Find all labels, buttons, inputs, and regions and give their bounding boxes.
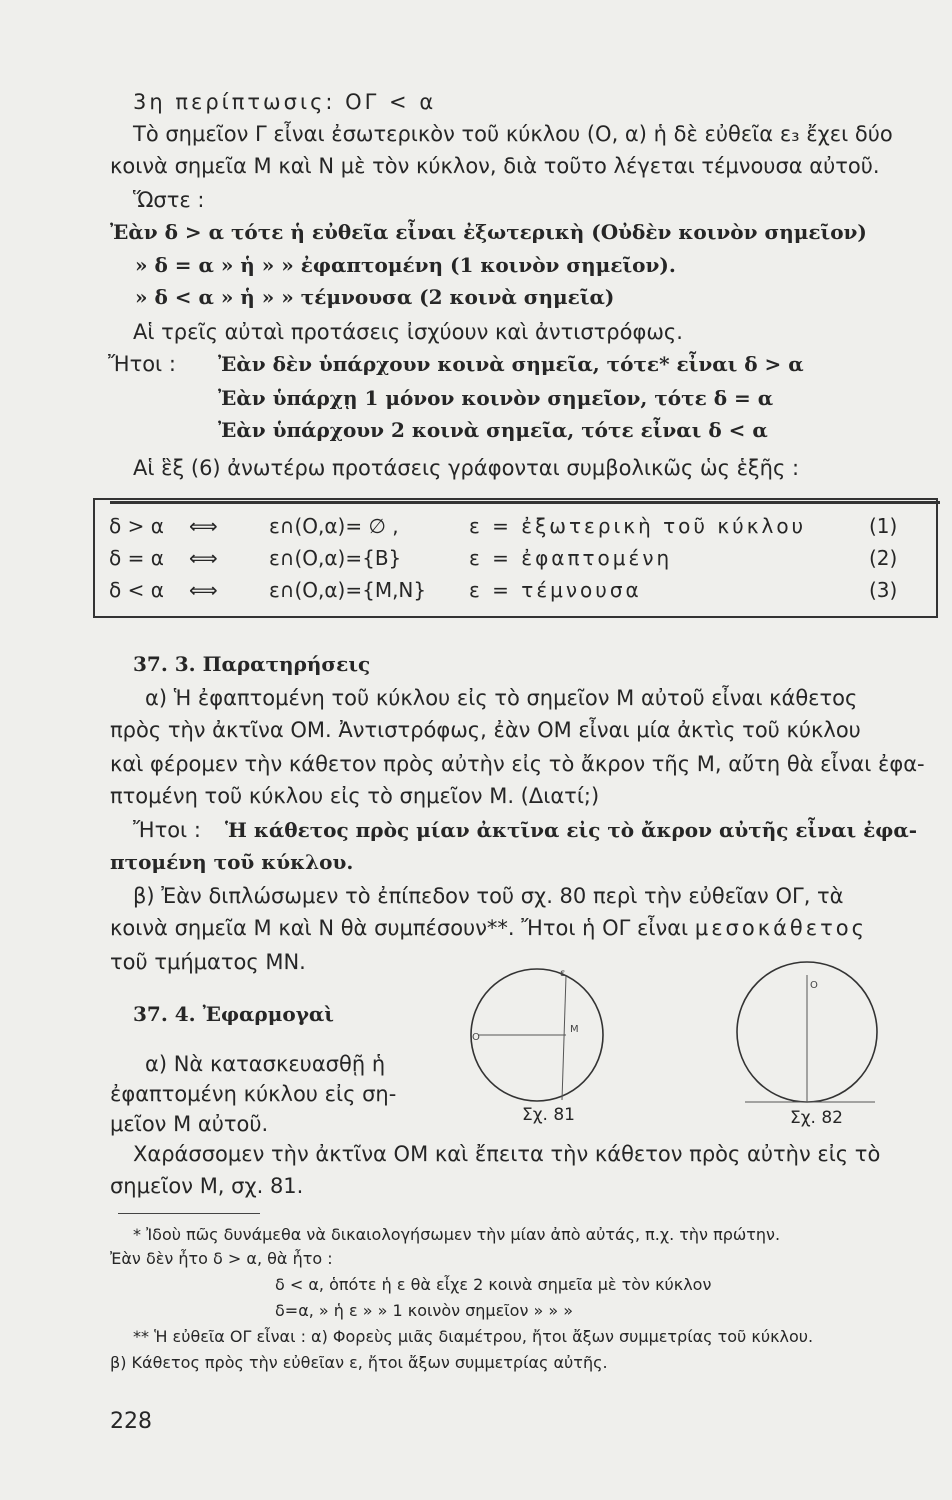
label-o: Ο	[810, 980, 818, 991]
box-desc: ε = ἐξωτερικὴ τοῦ κύκλου	[469, 514, 807, 538]
box-rel: δ = α	[109, 546, 164, 570]
text-line: Αἱ τρεῖς αὐταὶ προτάσεις ἰσχύουν καὶ ἀντιστρόφως.	[133, 320, 683, 344]
footnote-line: δ=α, » ἡ ε » » 1 κοινὸν σημεῖον » » »	[275, 1301, 574, 1320]
label-o: Ο	[472, 1032, 480, 1043]
label-e: ε	[560, 968, 566, 979]
symbolic-box	[93, 498, 938, 618]
equivalence-arrow: ⟺	[189, 578, 218, 602]
text-line: Χαράσσομεν τὴν ἀκτῖνα ΟΜ καὶ ἔπειτα τὴν κάθετον πρὸς αὐτὴν εἰς τὸ	[133, 1142, 881, 1166]
box-num: (1)	[869, 514, 898, 538]
equivalence-arrow: ⟺	[189, 546, 218, 570]
rule-line: » δ < α » ἡ » » τέμνουσα (2 κοινὰ σημεῖα)	[135, 285, 615, 309]
figure-81	[440, 960, 640, 1130]
box-set: ε∩(Ο,α)={Μ,Ν}	[269, 578, 427, 602]
footnote-line: β) Κάθετος πρὸς τὴν εὐθεῖαν ε, ἤτοι ἄξων συμμετρίας αὐτῆς.	[110, 1353, 608, 1372]
text-line: α) Νὰ κατασκευασθῇ ἡ	[145, 1052, 386, 1076]
text-line: καὶ φέρομεν τὴν κάθετον πρὸς αὐτὴν εἰς τὸ ἄκρον τῆς Μ, αὔτη θὰ εἶναι ἐφα-	[110, 752, 925, 776]
text-line: ἐφαπτομένη κύκλου εἰς ση-	[110, 1082, 397, 1106]
text-line: μεῖον Μ αὐτοῦ.	[110, 1112, 269, 1136]
text-line: σημεῖον Μ, σχ. 81.	[110, 1174, 304, 1198]
text-line: κοινὰ σημεῖα Μ καὶ Ν μὲ τὸν κύκλον, διὰ τοῦτο λέγεται τέμνουσα αὐτοῦ.	[110, 154, 880, 178]
text-line: Αἱ ἓξ (6) ἀνωτέρω προτάσεις γράφονται συμβολικῶς ὡς ἑξῆς :	[133, 456, 800, 480]
section-heading: 37. 3. Παρατηρήσεις	[133, 652, 371, 676]
box-rel: δ < α	[109, 578, 164, 602]
rule-line: » δ = α » ἡ » » ἐφαπτομένη (1 κοινὸν σημεῖον).	[135, 253, 676, 277]
box-set: ε∩(Ο,α)={Β}	[269, 546, 402, 570]
footnote-rule	[118, 1213, 260, 1214]
box-num: (3)	[869, 578, 898, 602]
footnote-line: * Ἰδοὺ πῶς δυνάμεθα νὰ δικαιολογήσωμεν τὴν μίαν ἀπὸ αὐτάς, π.χ. τὴν πρώτην.	[133, 1225, 781, 1244]
footnote-line: δ < α, ὁπότε ἡ ε θὰ εἶχε 2 κοινὰ σημεῖα μὲ τὸν κύκλον	[275, 1275, 712, 1294]
text-line: β) Ἐὰν διπλώσωμεν τὸ ἐπίπεδον τοῦ σχ. 80 περὶ τὴν εὐθεῖαν ΟΓ, τὰ	[133, 884, 844, 908]
case-3-heading: 3η περίπτωσις: ΟΓ < α	[133, 90, 437, 114]
figure-caption: Σχ. 82	[790, 1108, 844, 1128]
text-line: Ἤτοι :	[108, 352, 176, 376]
text-line: Ἤτοι :	[133, 818, 201, 842]
box-desc: ε = τέμνουσα	[469, 578, 642, 602]
footnote-line: ** Ἡ εὐθεῖα ΟΓ εἶναι : α) Φορεὺς μιᾶς διαμέτρου, ἤτοι ἄξων συμμετρίας τοῦ κύκλου.	[133, 1327, 814, 1346]
text-line: τοῦ τμήματος ΜΝ.	[110, 950, 306, 974]
rule-line: Ἐὰν ὑπάρχῃ 1 μόνον κοινὸν σημεῖον, τότε δ = α	[218, 386, 774, 410]
rule-line: Ἐὰν ὑπάρχουν 2 κοινὰ σημεῖα, τότε εἶναι δ < α	[218, 418, 768, 442]
text-line: κοινὰ σημεῖα Μ καὶ Ν θὰ συμπέσουν**. Ἤτοι ἡ ΟΓ εἶναι μεσοκάθετος	[110, 916, 867, 940]
bold-statement: Ἡ κάθετος πρὸς μίαν ἀκτῖνα εἰς τὸ ἄκρον αὐτῆς εἶναι ἐφα-	[225, 818, 918, 842]
text-line: Τὸ σημεῖον Γ εἶναι ἐσωτερικὸν τοῦ κύκλου (Ο, α) ἡ δὲ εὐθεῖα ε₃ ἔχει δύο	[133, 122, 893, 146]
rule-line: Ἐὰν δ > α τότε ἡ εὐθεῖα εἶναι ἐξωτερικὴ (Οὐδὲν κοινὸν σημεῖον)	[110, 220, 867, 244]
text-line: Ὥστε :	[133, 188, 205, 212]
rule-line: Ἐὰν δὲν ὑπάρχουν κοινὰ σημεῖα, τότε* εἶναι δ > α	[218, 352, 804, 376]
section-heading: 37. 4. Ἐφαρμογαὶ	[133, 1002, 334, 1026]
text-line: πτομένη τοῦ κύκλου εἰς τὸ σημεῖον Μ. (Διατί;)	[110, 784, 600, 808]
box-set: ε∩(Ο,α)= ∅ ,	[269, 514, 399, 538]
equivalence-arrow: ⟺	[189, 514, 218, 538]
box-num: (2)	[869, 546, 898, 570]
text-line: πρὸς τὴν ἀκτῖνα ΟΜ. Ἀντιστρόφως, ἐὰν ΟΜ εἶναι μία ἀκτὶς τοῦ κύκλου	[110, 718, 861, 742]
bold-statement: πτομένη τοῦ κύκλου.	[110, 850, 354, 874]
box-rel: δ > α	[109, 514, 164, 538]
tangent-line	[562, 976, 566, 1100]
label-m: Μ	[570, 1024, 579, 1035]
page-number: 228	[110, 1409, 152, 1434]
figure-caption: Σχ. 81	[522, 1105, 576, 1125]
figure-82	[715, 960, 935, 1130]
box-desc: ε = ἐφαπτομένη	[469, 546, 673, 570]
footnote-line: Ἐὰν δὲν ἦτο δ > α, θὰ ἦτο :	[110, 1249, 333, 1268]
text-line: α) Ἡ ἐφαπτομένη τοῦ κύκλου εἰς τὸ σημεῖον Μ αὐτοῦ εἶναι κάθετος	[145, 686, 858, 710]
